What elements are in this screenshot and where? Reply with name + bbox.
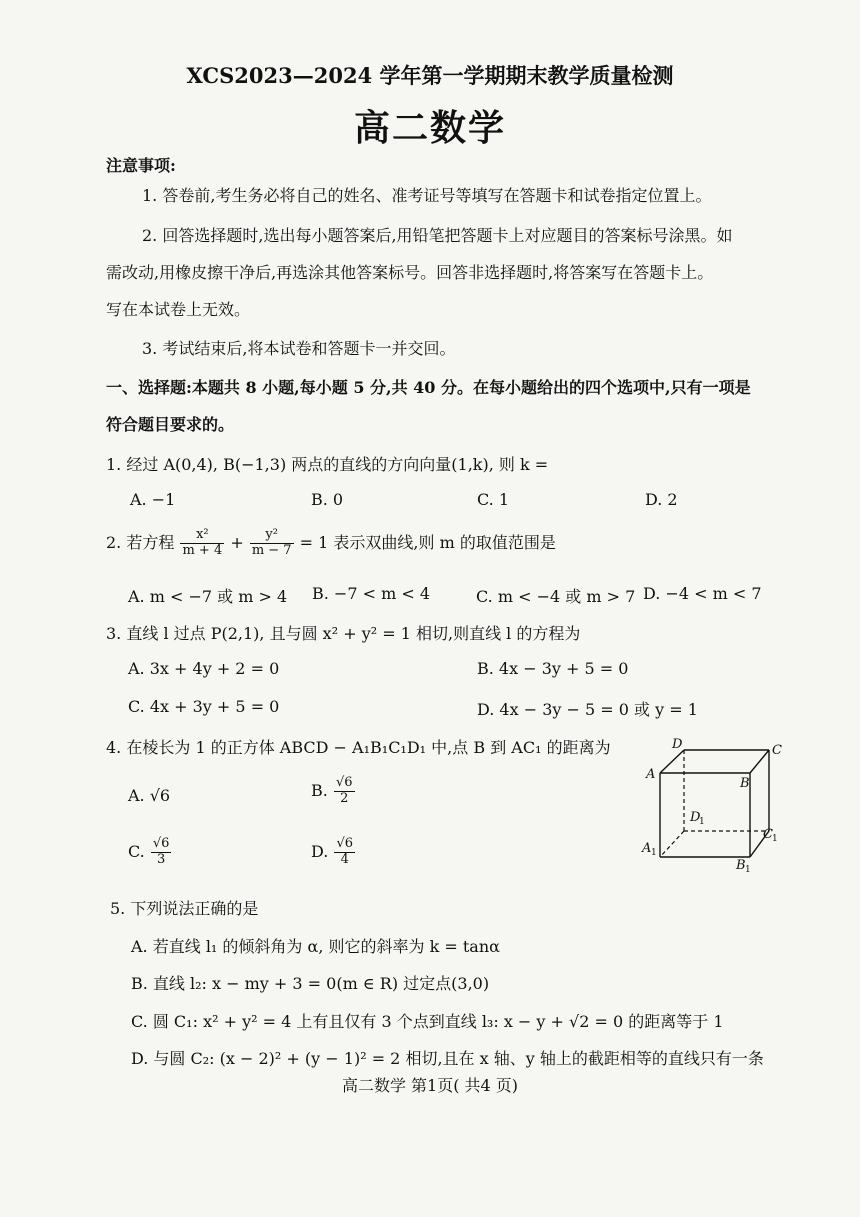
question-3-option-d: D. 4x − 3y − 5 = 0 或 y = 1 [477,700,698,719]
fraction-numerator: √6 [336,836,353,851]
question-4-stem: 4. 在棱长为 1 的正方体 ABCD − A₁B₁C₁D₁ 中,点 B 到 AC₁ 的距离为 [106,738,611,757]
option-label: B. [311,780,328,800]
question-2-stem [106,528,556,559]
question-5-option-a: A. 若直线 l₁ 的倾斜角为 α, 则它的斜率为 k = tanα [131,937,500,956]
question-1-option-c: C. 1 [477,490,510,509]
question-1-option-a: A. −1 [130,490,176,509]
notice-item-1: 1. 答卷前,考生务必将自己的姓名、准考证号等填写在答题卡和试卷指定位置上。 [142,186,712,205]
fraction-denominator: 3 [157,851,166,867]
question-1-option-d: D. 2 [645,490,678,509]
vertex-label-c1-subscript: 1 [772,834,778,844]
notice-item-2-line-2: 需改动,用橡皮擦干净后,再选涂其他答案标号。回答非选择题时,将答案写在答题卡上。 [106,263,714,282]
question-4-option-d [311,837,356,868]
hidden-edge-d1a1 [660,831,684,857]
question-2-prefix: 2. 若方程 [106,532,175,552]
vertex-label-a: A [646,767,656,782]
question-2-option-c: C. m < −4 或 m > 7 [476,587,636,606]
vertex-label-c1: C [763,827,773,842]
vertex-label-b: B [740,776,750,791]
fraction-denominator: 4 [340,851,349,867]
fraction-sqrt6-over-2 [334,776,355,807]
question-4-option-c [128,837,172,868]
question-3-option-c: C. 4x + 3y + 5 = 0 [128,697,280,716]
option-label: D. [311,841,329,861]
notice-item-2-line-1: 2. 回答选择题时,选出每小题答案后,用铅笔把答题卡上对应题目的答案标号涂黑。如 [142,226,733,245]
fraction-numerator: √6 [335,775,353,790]
vertex-label-a1-subscript: 1 [651,848,657,858]
fraction-numerator: √6 [152,836,170,851]
question-2-option-a: A. m < −7 或 m > 4 [128,587,288,606]
vertex-label-b1: B [736,858,746,873]
question-5-option-c: C. 圆 C₁: x² + y² = 4 上有且仅有 3 个点到直线 l₃: x − y + √2 = 0 的距离等于 1 [131,1012,724,1031]
vertex-label-d1: D [690,810,701,825]
option-label: C. [128,841,145,861]
edge-da [660,750,684,773]
vertex-label-a1: A [642,841,652,856]
fraction-sqrt6-over-4 [334,837,355,868]
plus-sign: + [230,532,244,552]
question-2-option-b: B. −7 < m < 4 [312,584,431,603]
question-5-stem: 5. 下列说法正确的是 [110,899,259,918]
fraction-sqrt6-over-3 [151,837,172,868]
edge-bc [750,750,769,773]
fraction-x2-over-m4 [180,528,224,559]
vertex-label-d: D [672,737,683,752]
question-3-option-a: A. 3x + 4y + 2 = 0 [128,659,280,678]
question-2-suffix: = 1 表示双曲线,则 m 的取值范围是 [299,532,556,552]
question-3-stem: 3. 直线 l 过点 P(2,1), 且与圆 x² + y² = 1 相切,则直线 l 的方程为 [106,624,581,643]
fraction-numerator: x² [180,528,224,544]
section-1-heading: 一、选择题:本题共 8 小题,每小题 5 分,共 40 分。在每小题给出的四个选项中,只有一项是 [106,378,751,397]
question-2-option-d: D. −4 < m < 7 [643,584,762,603]
notice-item-3: 3. 考试结束后,将本试卷和答题卡一并交回。 [142,339,456,358]
fraction-y2-over-m7 [250,528,294,559]
vertex-label-c: C [772,743,782,758]
question-3-option-b: B. 4x − 3y + 5 = 0 [477,659,629,678]
page-footer: 高二数学 第1页( 共4 页) [341,1076,519,1095]
question-4-option-b [311,776,356,807]
question-4-option-a: A. √6 [128,786,171,805]
fraction-denominator: m + 4 [182,542,223,558]
vertex-label-b1-subscript: 1 [745,865,751,875]
notice-item-2-line-3: 写在本试卷上无效。 [106,300,251,319]
fraction-denominator: m − 7 [251,542,292,558]
cube-figure [636,735,786,875]
subject-title: 高二数学 [353,107,506,149]
question-5-option-d: D. 与圆 C₂: (x − 2)² + (y − 1)² = 2 相切,且在 x 轴、y 轴上的截距相等的直线只有一条 [131,1049,764,1068]
vertex-label-d1-subscript: 1 [699,817,705,827]
question-1-stem: 1. 经过 A(0,4), B(−1,3) 两点的直线的方向向量(1,k), 则 k = [106,455,549,474]
fraction-numerator: y² [250,528,294,544]
fraction-denominator: 2 [340,790,349,806]
question-5-option-b: B. 直线 l₂: x − my + 3 = 0(m ∈ R) 过定点(3,0) [131,974,490,993]
section-1-heading-cont: 符合题目要求的。 [106,415,235,434]
notice-heading: 注意事项: [106,156,176,175]
exam-title: XCS2023—2024 学年第一学期期末教学质量检测 [186,63,674,88]
question-1-option-b: B. 0 [311,490,344,509]
